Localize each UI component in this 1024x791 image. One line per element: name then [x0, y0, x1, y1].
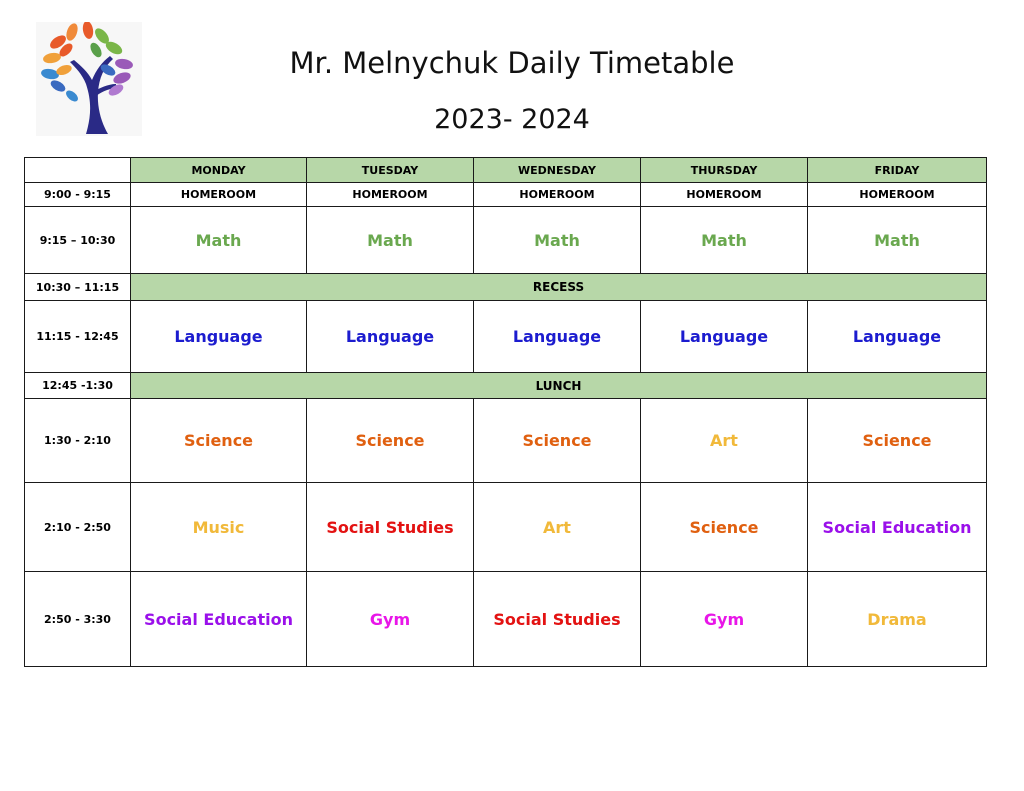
time-slot: 2:10 - 2:50: [25, 483, 131, 572]
subject-cell: Language: [641, 301, 808, 373]
day-header: MONDAY: [131, 158, 307, 183]
time-slot: 12:45 -1:30: [25, 373, 131, 399]
page-title: Mr. Melnychuk Daily Timetable: [289, 46, 735, 80]
subject-cell: Music: [131, 483, 307, 572]
period-cell: HOMEROOM: [307, 183, 474, 207]
time-slot: 2:50 - 3:30: [25, 572, 131, 667]
subject-cell: Social Education: [131, 572, 307, 667]
subject-cell: Science: [131, 399, 307, 483]
subject-cell: Art: [474, 483, 641, 572]
period-row: [25, 399, 987, 483]
time-slot: 10:30 – 11:15: [25, 274, 131, 301]
recess-band: RECESS: [131, 274, 987, 301]
time-slot: 9:00 - 9:15: [25, 183, 131, 207]
subject-cell: Social Studies: [307, 483, 474, 572]
school-year: 2023- 2024: [434, 104, 590, 135]
period-cell: HOMEROOM: [474, 183, 641, 207]
subject-cell: Science: [474, 399, 641, 483]
subject-cell: Math: [307, 207, 474, 274]
day-header: THURSDAY: [641, 158, 808, 183]
day-header: WEDNESDAY: [474, 158, 641, 183]
period-row: [25, 207, 987, 274]
subject-cell: Language: [131, 301, 307, 373]
timetable: [24, 157, 987, 667]
lunch-band: LUNCH: [131, 373, 987, 399]
subject-cell: Language: [307, 301, 474, 373]
subject-cell: Math: [474, 207, 641, 274]
subject-cell: Math: [808, 207, 987, 274]
subject-cell: Gym: [641, 572, 808, 667]
period-row: [25, 301, 987, 373]
period-cell: HOMEROOM: [131, 183, 307, 207]
period-row: [25, 183, 987, 207]
day-header: TUESDAY: [307, 158, 474, 183]
day-header: FRIDAY: [808, 158, 987, 183]
subject-cell: Social Education: [808, 483, 987, 572]
period-cell: HOMEROOM: [641, 183, 808, 207]
subject-cell: Gym: [307, 572, 474, 667]
subject-cell: Science: [808, 399, 987, 483]
recess-row: [25, 274, 987, 301]
corner-cell: [25, 158, 131, 183]
subject-cell: Social Studies: [474, 572, 641, 667]
subject-cell: Science: [307, 399, 474, 483]
day-header-row: [25, 158, 987, 183]
time-slot: 9:15 – 10:30: [25, 207, 131, 274]
time-slot: 1:30 - 2:10: [25, 399, 131, 483]
subject-cell: Science: [641, 483, 808, 572]
lunch-row: [25, 373, 987, 399]
subject-cell: Math: [641, 207, 808, 274]
subject-cell: Drama: [808, 572, 987, 667]
time-slot: 11:15 - 12:45: [25, 301, 131, 373]
subject-cell: Math: [131, 207, 307, 274]
subject-cell: Language: [808, 301, 987, 373]
period-row: [25, 483, 987, 572]
period-row: [25, 572, 987, 667]
subject-cell: Art: [641, 399, 808, 483]
period-cell: HOMEROOM: [808, 183, 987, 207]
subject-cell: Language: [474, 301, 641, 373]
